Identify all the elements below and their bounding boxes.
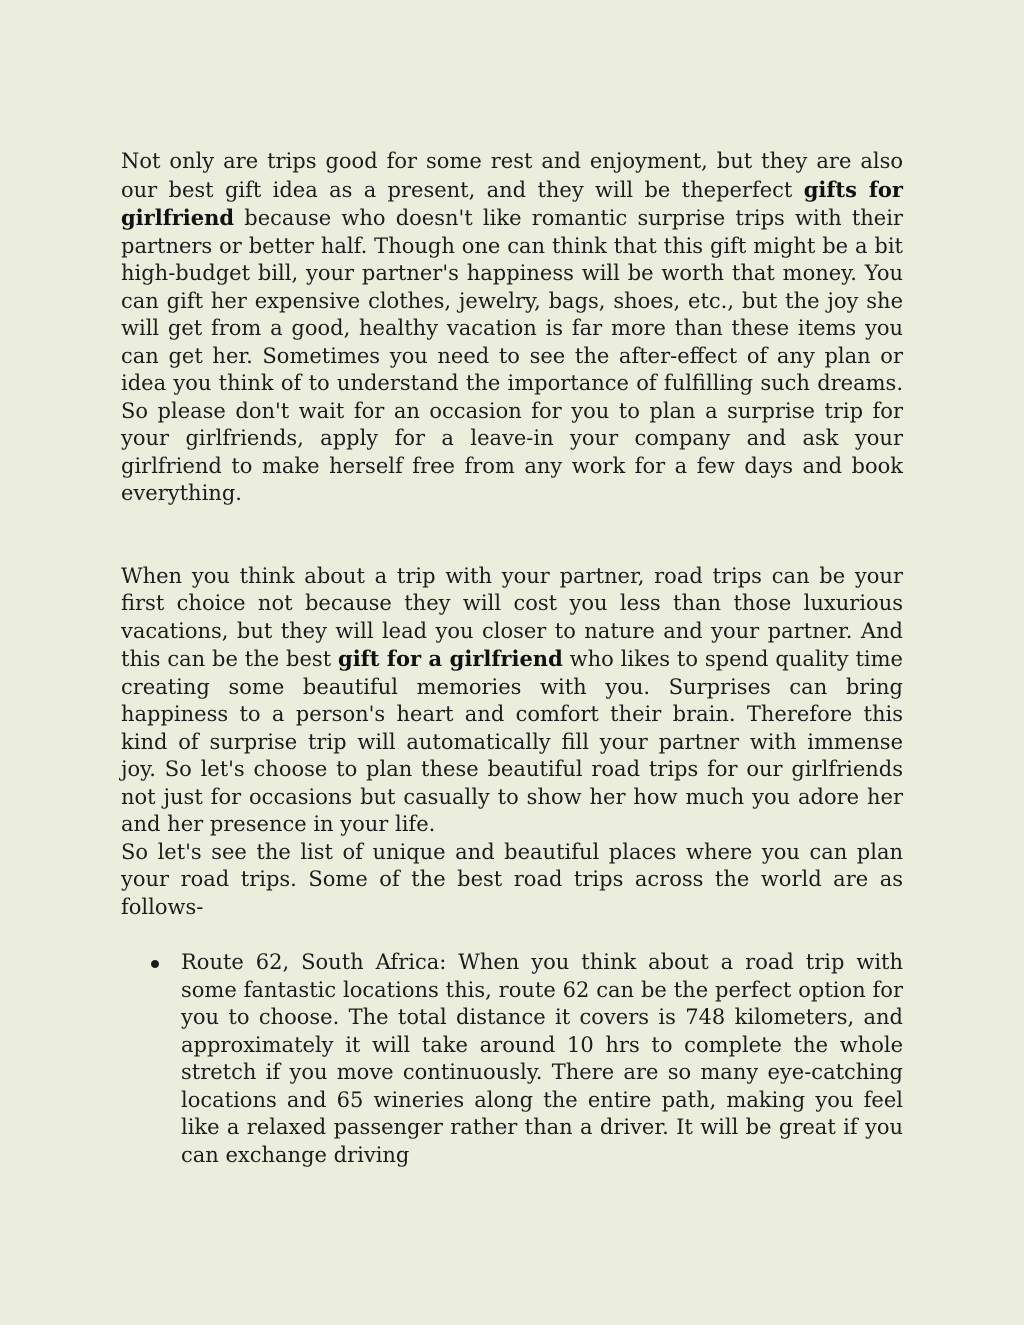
paragraph-road-trips-text-b: who likes to spend quality time creating some beautiful memories with you. Surprises can bring happiness to a person's heart and comfort their brain. Therefore this kind of surprise trip will automatically fill your partner with immense joy. So let's choose to plan these beautiful road trips for our girlfriends not just for occasions but casually to show her how much you adore her and her presence in your life.	[121, 647, 903, 836]
list-item	[181, 949, 903, 1169]
bullet-dot-icon	[151, 960, 159, 968]
keyword-gifts-for-girlfriend: gifts for girlfriend	[121, 176, 903, 230]
road-trip-list	[121, 949, 903, 1169]
list-item-text: Route 62, South Africa: When you think about a road trip with some fantastic locations this, route 62 can be the perfect option for you to choose. The total distance it covers is 748 kilometers, and approximately it will take around 10 hrs to complete the whole stretch if you move continuously. There are so many eye-catching locations and 65 wineries along the entire path, making you feel like a relaxed passenger rather than a driver. It will be great if you can exchange driving	[181, 950, 903, 1167]
paragraph-spacer	[121, 508, 903, 563]
paragraph-intro	[121, 148, 903, 508]
paragraph-intro-text-a: Not only are trips good for some rest and enjoyment, but they are also our best gift idea as a present, and they will be theperfect	[121, 149, 903, 202]
paragraph-road-trips-text-a: When you think about a trip with your partner, road trips can be your first choice not because they will cost you less than those luxurious vacations, but they will lead you closer to nature and your partner. And this can be the best	[121, 563, 903, 671]
paragraph-road-trips	[121, 563, 903, 839]
paragraph-intro-text-b: because who doesn't like romantic surprise trips with their partners or better half. Though one can think that this gift might be a bit high-budget bill, your partner's happiness will be worth that money. You can gift her expensive clothes, jewelry, bags, shoes, etc., but the joy she will get from a good, healthy vacation is far more than these items you can get her. Sometimes you need to see the after-effect of any plan or idea you think of to understand the importance of fulfilling such dreams. So please don't wait for an occasion for you to plan a surprise trip for your girlfriends, apply for a leave-in your company and ask your girlfriend to make herself free from any work for a few days and book everything.	[121, 206, 903, 505]
keyword-gift-for-a-girlfriend: gift for a girlfriend	[338, 646, 563, 671]
document-page	[121, 148, 903, 1169]
paragraph-list-intro: So let's see the list of unique and beautiful places where you can plan your road trips. Some of the best road trips across the world are as follows-	[121, 839, 903, 919]
